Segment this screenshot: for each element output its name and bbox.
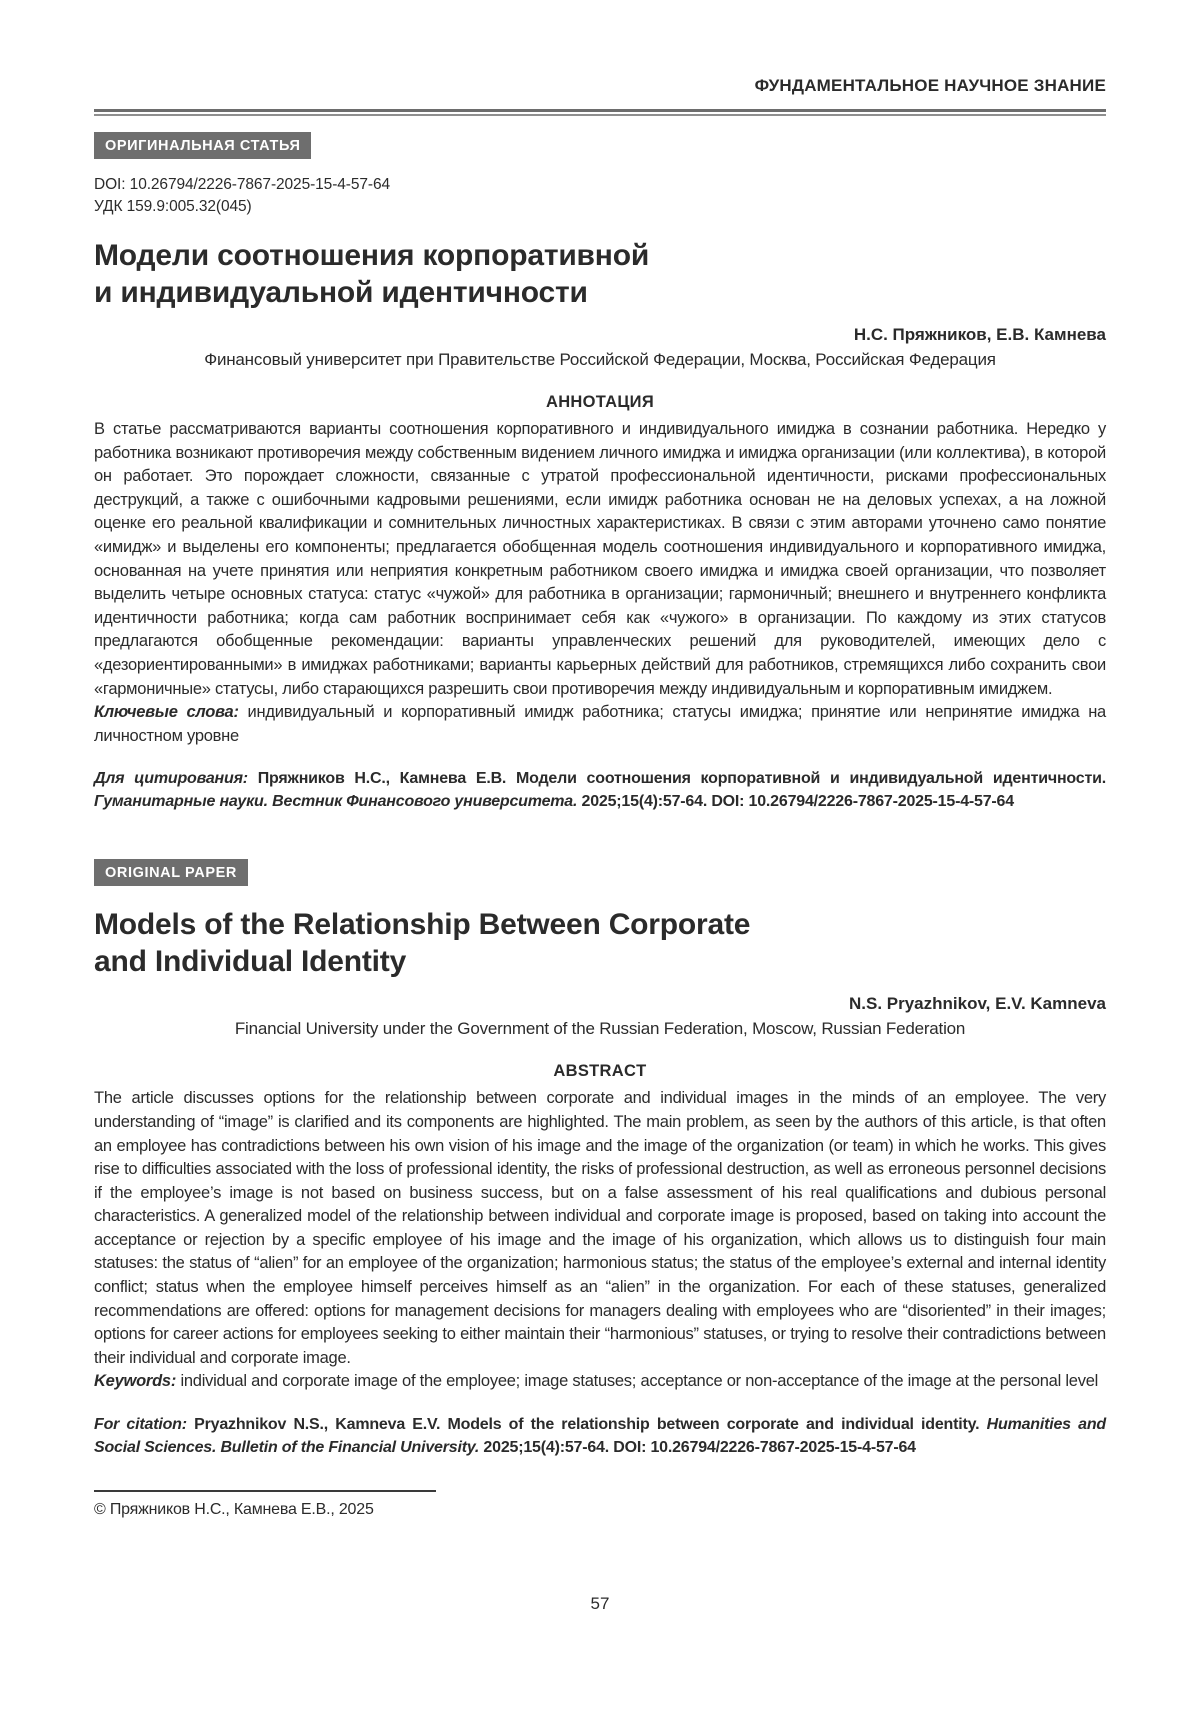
header-divider [94, 109, 1106, 116]
keywords-ru [94, 701, 1106, 748]
affiliation-ru: Финансовый университет при Правительстве Российской Федерации, Москва, Российская Федерация [204, 350, 996, 369]
affiliation-en: Financial University under the Government of the Russian Federation, Moscow, Russian Federation [234, 1019, 966, 1039]
doi-line: DOI: 10.26794/2226-7867-2025-15-4-57-64 [94, 176, 390, 193]
article-title-en [94, 906, 1106, 980]
citation-journal-en: Humanities and Social Sciences. Bulletin of the Financial University. [94, 1416, 1106, 1457]
article-title-ru-line2: и индивидуальной идентичности [94, 276, 588, 309]
article-title-ru [94, 237, 1106, 311]
authors-en: N.S. Pryazhnikov, E.V. Kamneva [848, 994, 1106, 1014]
citation-journal-ru: Гуманитарные науки. Вестник Финансового университета. [94, 793, 578, 811]
authors-ru: Н.С. Пряжников, Е.В. Камнева [853, 325, 1106, 344]
article-type-badge-en: ORIGINAL PAPER [94, 859, 248, 886]
keywords-en [94, 1370, 1106, 1394]
abstract-heading-en: ABSTRACT [553, 1062, 647, 1081]
citation-label-ru: Для цитирования: [94, 770, 248, 788]
keywords-text-ru: индивидуальный и корпоративный имидж работника; статусы имиджа; принятие или непринятие имиджа на личностном уровне [94, 703, 1106, 745]
citation-main-ru: Пряжников Н.С., Камнева Е.В. Модели соотношения корпоративной и индивидуальной идентичности. [257, 770, 1106, 788]
udk-line: УДК 159.9:005.32(045) [94, 198, 252, 215]
citation-ru [94, 767, 1106, 813]
page-number: 57 [590, 1594, 610, 1613]
citation-main-en: Pryazhnikov N.S., Kamneva E.V. Models of the relationship between corporate and individual identity. [194, 1416, 980, 1434]
article-title-ru-line1: Модели соотношения корпоративной [94, 239, 650, 272]
abstract-heading-ru: АННОТАЦИЯ [545, 393, 654, 411]
keywords-label-ru: Ключевые слова: [94, 703, 239, 722]
copyright-line: © Пряжников Н.С., Камнева Е.В., 2025 [94, 1501, 374, 1519]
citation-label-en: For citation: [94, 1416, 187, 1434]
abstract-en: The article discusses options for the relationship between corporate and individual images in the minds of an employee. The very understanding of “image” is clarified and its components are highlighted. The main problem, as seen by the authors of this article, is that often an employee has contradictions between his own vision of his image and the image of the organization (or team) in which he works. This gives rise to difficulties associated with the loss of professional identity, the risks of professional destruction, as well as erroneous personnel decisions if the employee’s image is not based on business success, but on a false assessment of his real qualifications and dubious personal characteristics. A generalized model of the relationship between individual and corporate image is proposed, based on taking into account the acceptance or rejection by a specific employee of his image and the image of his organization, which allows us to distinguish four main statuses: the status of “alien” for an employee of the organization; harmonious status; the status of the employee’s external and internal identity conflict; status when the employee himself perceives himself as an “alien” in the organization. For each of these statuses, generalized recommendations are offered: options for management decisions for managers dealing with employees who are “disoriented” in their images; options for career actions for employees seeking to either maintain their “harmonious” statuses, or trying to resolve their contradictions between their individual and corporate image. [94, 1089, 1106, 1367]
citation-en [94, 1413, 1106, 1459]
article-type-badge-ru: ОРИГИНАЛЬНАЯ СТАТЬЯ [94, 132, 311, 159]
abstract-ru: В статье рассматриваются варианты соотношения корпоративного и индивидуального имиджа в сознании работника. Нередко у работника возникают противоречия между собственным видением личного имиджа и имиджа организации (или коллектива), в которой он работает. Это порождает сложности, связанные с утратой профессиональной идентичности, рисками профессиональных деструкций, а также с ошибочными кадровыми решениями, если имидж работника основан не на деловых успехах, а на ложной оценке его реальной квалификации и сомнительных личностных характеристиках. В связи с этим авторами уточнено само понятие «имидж» и выделены его компоненты; предлагается обобщенная модель соотношения индивидуального и корпоративного имиджа, основанная на учете принятия или неприятия конкретным работником своего имиджа и имиджа своей организации, что позволяет выделить четыре основных статуса: статус «чужой» для работника в организации; гармоничный; внешнего и внутреннего конфликта идентичности работника; когда сам работник воспринимает себя как «чужого» в организации. По каждому из этих статусов предлагаются обобщенные рекомендации: варианты управленческих решений для руководителей, имеющих дело с «дезориентированными» в имиджах работниками; варианты карьерных действий для работников, стремящихся либо сохранить свои «гармоничные» статусы, либо старающихся разрешить свои противоречия между индивидуальным и корпоративным имиджем. [94, 420, 1106, 698]
citation-tail-en: 2025;15(4):57-64. DOI: 10.26794/2226-7867-2025-15-4-57-64 [483, 1439, 916, 1457]
article-title-en-line2: and Individual Identity [94, 945, 407, 979]
keywords-text-en: individual and corporate image of the employee; image statuses; acceptance or non-acceptance of the image at the personal level [180, 1372, 1099, 1391]
copyright-divider [94, 1490, 436, 1492]
running-head: ФУНДАМЕНТАЛЬНОЕ НАУЧНОЕ ЗНАНИЕ [754, 76, 1106, 95]
citation-tail-ru: 2025;15(4):57-64. DOI: 10.26794/2226-7867-2025-15-4-57-64 [581, 793, 1014, 811]
keywords-label-en: Keywords: [94, 1372, 177, 1391]
article-title-en-line1: Models of the Relationship Between Corporate [94, 908, 751, 942]
